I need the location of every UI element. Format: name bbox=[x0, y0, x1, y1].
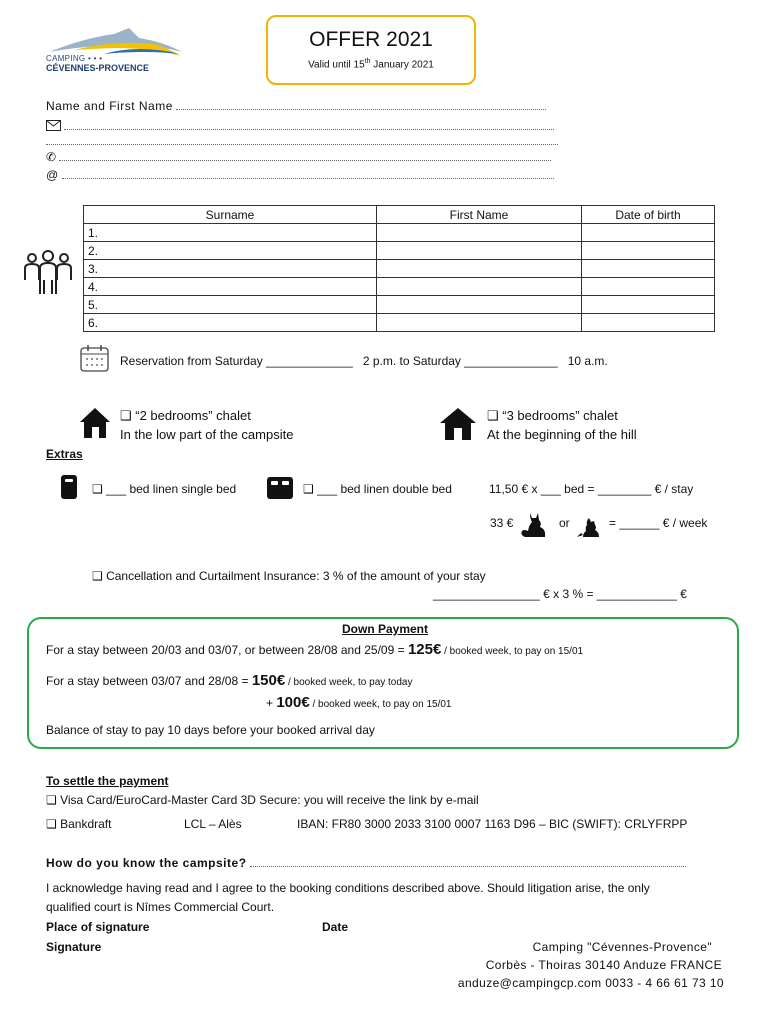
envelope-icon bbox=[46, 120, 61, 131]
address-line-3: anduze@campingcp.com 0033 - 4 66 61 73 10 bbox=[457, 976, 724, 990]
cat-icon bbox=[516, 509, 548, 539]
pet-price: 33 € bbox=[490, 516, 514, 530]
logo-line1: CAMPING • • • bbox=[46, 54, 103, 63]
col-date-of-birth: Date of birth bbox=[582, 206, 715, 224]
table-row[interactable]: 3. bbox=[84, 260, 715, 278]
visa-option[interactable]: ❑ Visa Card/EuroCard-Master Card 3D Secure: you will receive the link by e-mail bbox=[46, 793, 479, 807]
offer-title: OFFER 2021 bbox=[309, 28, 433, 51]
at-icon: @ bbox=[46, 168, 59, 182]
campsite-logo bbox=[44, 26, 184, 74]
participants-table bbox=[83, 205, 715, 332]
acknowledge-line-2: qualified court is Nîmes Commercial Court. bbox=[46, 900, 275, 914]
table-header-row bbox=[84, 206, 715, 224]
insurance-calc[interactable]: ________________ € x 3 % = ____________ € bbox=[433, 587, 687, 601]
house-icon bbox=[438, 405, 478, 441]
house-icon bbox=[78, 405, 112, 439]
acknowledge-line-1: I acknowledge having read and I agree to the booking conditions described above. Should litigation arise, the only bbox=[46, 881, 650, 895]
offer-box bbox=[266, 15, 476, 85]
down-payment-line-1: For a stay between 20/03 and 03/07, or between 28/08 and 25/09 = 125€ / booked week, to pay on 15/01 bbox=[46, 641, 584, 658]
address-field[interactable] bbox=[46, 119, 554, 133]
group-people-icon bbox=[22, 250, 74, 298]
table-row[interactable]: 4. bbox=[84, 278, 715, 296]
dog-icon bbox=[575, 515, 601, 539]
chalet-2-desc: In the low part of the campsite bbox=[120, 427, 294, 442]
insurance-option[interactable]: ❑ Cancellation and Curtailment Insurance: 3 % of the amount of your stay bbox=[92, 569, 486, 583]
pet-total-calc[interactable]: = ______ € / week bbox=[609, 516, 708, 530]
bank-name: LCL – Alès bbox=[184, 817, 242, 831]
double-bed-icon bbox=[266, 476, 294, 500]
address-line-2: Corbès - Thoiras 30140 Anduze FRANCE bbox=[485, 958, 722, 972]
calendar-icon bbox=[80, 344, 110, 372]
name-field[interactable]: Name and First Name bbox=[46, 99, 546, 113]
table-row[interactable]: 2. bbox=[84, 242, 715, 260]
logo-line2: CÉVENNES-PROVENCE bbox=[46, 63, 150, 73]
chalet-3-desc: At the beginning of the hill bbox=[487, 427, 637, 442]
offer-valid: Valid until 15th January 2021 bbox=[308, 58, 434, 71]
col-surname: Surname bbox=[84, 206, 377, 224]
linen-price-calc[interactable]: 11,50 € x ___ bed = ________ € / stay bbox=[489, 482, 694, 496]
reservation-line[interactable]: Reservation from Saturday _____________ 2 p.m. to Saturday ______________ 10 a.m. bbox=[120, 354, 608, 368]
mountain-logo-icon bbox=[44, 26, 184, 56]
payment-title: To settle the payment bbox=[46, 774, 169, 788]
phone-icon: ✆ bbox=[46, 150, 57, 164]
know-campsite-field[interactable]: How do you know the campsite? bbox=[46, 856, 686, 870]
address-field-2[interactable] bbox=[46, 134, 558, 148]
email-field[interactable] bbox=[46, 168, 554, 182]
balance-note: Balance of stay to pay 10 days before your booked arrival day bbox=[46, 723, 375, 737]
signature-label: Signature bbox=[46, 940, 102, 954]
date-label: Date bbox=[322, 920, 349, 934]
chalet-3-bedrooms-option[interactable]: ❑ “3 bedrooms” chalet bbox=[487, 408, 618, 423]
extras-title: Extras bbox=[46, 447, 83, 461]
table-row[interactable]: 5. bbox=[84, 296, 715, 314]
table-row[interactable]: 6. bbox=[84, 314, 715, 332]
col-first-name: First Name bbox=[377, 206, 582, 224]
single-bed-icon bbox=[60, 474, 78, 500]
down-payment-line-3: + 100€ / booked week, to pay on 15/01 bbox=[266, 694, 452, 711]
table-row[interactable]: 1. bbox=[84, 224, 715, 242]
pet-or: or bbox=[559, 516, 570, 530]
single-bed-linen-option[interactable]: ❑ ___ bed linen single bed bbox=[92, 482, 237, 496]
double-bed-linen-option[interactable]: ❑ ___ bed linen double bed bbox=[303, 482, 452, 496]
down-payment-line-2: For a stay between 03/07 and 28/08 = 150€ / booked week, to pay today bbox=[46, 672, 413, 689]
down-payment-title: Down Payment bbox=[341, 622, 428, 636]
address-line-1: Camping "Cévennes-Provence" bbox=[532, 940, 712, 954]
place-of-signature-label: Place of signature bbox=[46, 920, 150, 934]
chalet-2-bedrooms-option[interactable]: ❑ “2 bedrooms” chalet bbox=[120, 408, 251, 423]
bankdraft-option[interactable]: ❑ Bankdraft bbox=[46, 817, 112, 831]
phone-field[interactable] bbox=[46, 150, 551, 164]
iban-info: IBAN: FR80 3000 2033 3100 0007 1163 D96 – BIC (SWIFT): CRLYFRPP bbox=[297, 817, 688, 831]
